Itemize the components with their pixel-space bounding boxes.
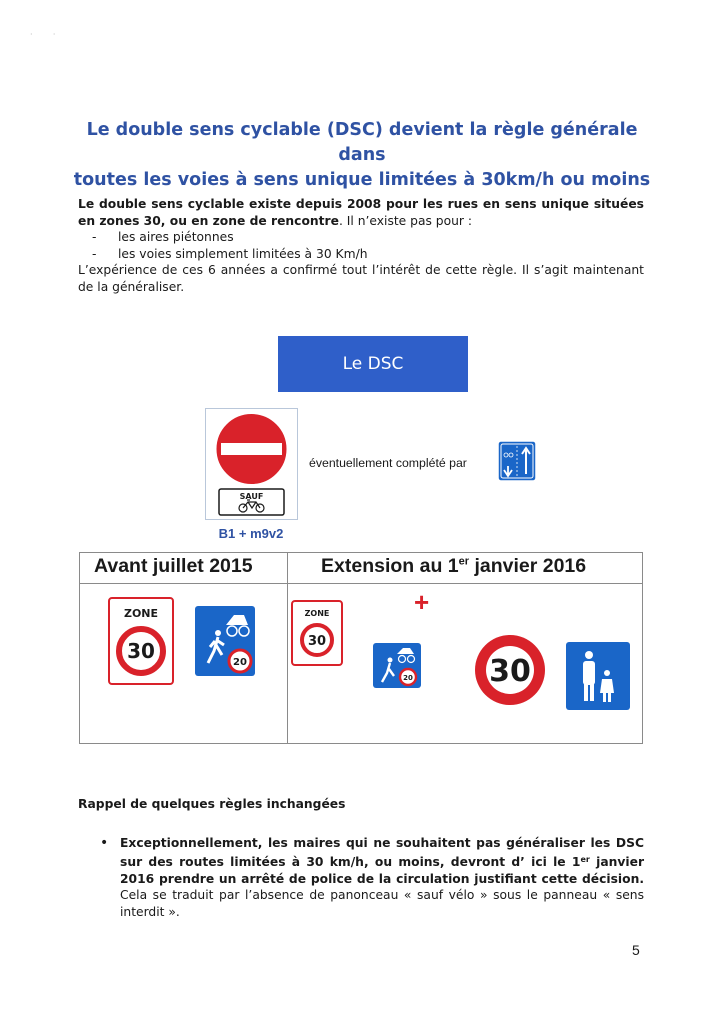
zone-30-sign-icon	[108, 597, 174, 685]
zone-de-rencontre-small-sign-icon	[372, 642, 422, 689]
pedestrian-area-sign-icon	[565, 641, 631, 711]
col1-header: Avant juillet 2015	[94, 555, 253, 577]
zone-label: ZONE	[123, 607, 159, 620]
no-entry-sign-with-sauf-panel	[205, 408, 298, 520]
plus-sign: +	[414, 587, 430, 617]
col2-header-pre: Extension au 1	[321, 555, 459, 577]
speed-20-label: 20	[233, 657, 247, 668]
bullet-text	[120, 835, 644, 920]
zone-de-rencontre-sign-icon	[194, 605, 256, 677]
title-line-1: Le double sens cyclable (DSC) devient la règle générale dans	[86, 120, 638, 165]
no-entry-sign-icon	[206, 409, 297, 519]
dsc-heading-box	[278, 336, 468, 392]
intro-paragraph	[78, 196, 644, 296]
comparison-table	[79, 552, 643, 744]
bullet-normal: Cela se traduit par l’absence de panonceau « sauf vélo » sous le panneau « sens interdit ».	[120, 888, 644, 919]
title-line-2: toutes les voies à sens unique limitées à 30km/h ou moins	[73, 170, 651, 190]
list-item: - les aires piétonnes	[78, 229, 644, 246]
complete-text: éventuellement complété par	[309, 456, 467, 470]
intro-after-bold: . Il n’existe pas pour :	[338, 213, 473, 228]
speed-limit-30-sign-icon	[473, 633, 547, 707]
two-way-lane-sign-icon	[497, 440, 537, 482]
bullet-item	[98, 835, 644, 920]
speed-limit-30-label: 30	[489, 654, 531, 689]
page-title	[60, 118, 664, 193]
bullet-bold-1: Exceptionnellement, les maires qui ne souhaitent pas généraliser les DSC sur des routes limitées à 30 km/h, ou moins, devront d’ ici le 1	[120, 836, 644, 870]
col2-header	[321, 555, 586, 578]
intro-bold-text: Le double sens cyclable existe depuis 2008 pour les rues en sens unique situées en zones 30, ou en zone de rencontre	[78, 197, 644, 228]
speed-20-small-label: 20	[403, 674, 413, 682]
zone-30-small-sign-icon	[291, 600, 343, 666]
speed-30-small-label: 30	[307, 634, 327, 649]
col2-header-post: janvier 2016	[469, 555, 587, 577]
rappel-heading: Rappel de quelques règles inchangées	[78, 797, 346, 811]
exception-list	[78, 229, 644, 262]
speed-30-label: 30	[127, 639, 155, 663]
list-item: - les voies simplement limitées à 30 Km/h	[78, 246, 644, 263]
intro-conclusion: L’expérience de ces 6 années a confirmé tout l’intérêt de cette règle. Il s’agit maintenant de la généraliser.	[78, 263, 644, 294]
scan-marks: · ·	[30, 30, 56, 39]
bullet-dot-icon: •	[100, 835, 109, 851]
bullet-bold-sup: er	[580, 854, 590, 864]
sauf-label: SAUF	[239, 492, 264, 501]
page-number: 5	[632, 942, 640, 958]
col2-header-sup: er	[458, 555, 470, 568]
bullet-bold-2: janvier 2016 prendre un arrêté de police de la circulation justifiant cette décision.	[120, 855, 645, 886]
dsc-box-label: Le DSC	[342, 354, 404, 374]
b1-caption: B1 + m9v2	[218, 526, 284, 541]
zone-label-small: ZONE	[304, 609, 330, 618]
intro-first-sentence	[78, 196, 644, 229]
